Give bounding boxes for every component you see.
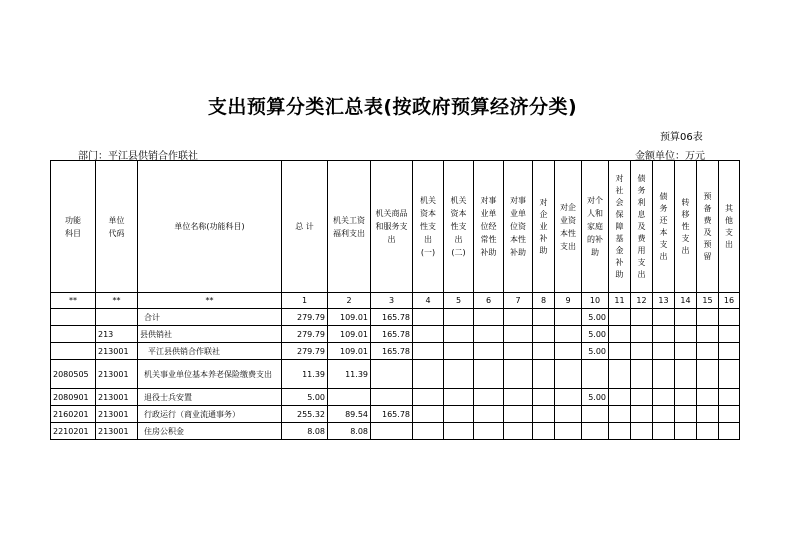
cell-c2: 109.01 <box>328 309 371 326</box>
cell-code <box>96 309 138 326</box>
cell-c16 <box>719 360 740 389</box>
cell-c16 <box>719 309 740 326</box>
index-cell: 1 <box>282 293 328 309</box>
cell-c8 <box>533 309 555 326</box>
cell-c13 <box>653 423 675 440</box>
table-row <box>51 309 740 326</box>
cell-c8 <box>533 389 555 406</box>
header-c15: 预备费及预留 <box>697 161 719 293</box>
cell-c9 <box>555 360 582 389</box>
cell-c5 <box>444 326 474 343</box>
cell-c3: 165.78 <box>371 343 413 360</box>
index-cell: ** <box>138 293 282 309</box>
cell-c12 <box>631 326 653 343</box>
header-total: 总 计 <box>282 161 328 293</box>
cell-c5 <box>444 343 474 360</box>
cell-c8 <box>533 360 555 389</box>
form-number: 预算06表 <box>660 132 703 143</box>
cell-c7 <box>504 360 533 389</box>
cell-c11 <box>609 406 631 423</box>
header-unit-name: 单位名称(功能科目) <box>138 161 282 293</box>
cell-c6 <box>474 406 504 423</box>
cell-c3: 165.78 <box>371 326 413 343</box>
table-row <box>51 389 740 406</box>
cell-c9 <box>555 389 582 406</box>
header-c8: 对企业补助 <box>533 161 555 293</box>
cell-func <box>51 343 96 360</box>
cell-func: 2080901 <box>51 389 96 406</box>
index-cell: ** <box>96 293 138 309</box>
header-c3: 机关商品和服务支出 <box>371 161 413 293</box>
cell-total: 11.39 <box>282 360 328 389</box>
cell-func: 2160201 <box>51 406 96 423</box>
table-row <box>51 406 740 423</box>
cell-func <box>51 326 96 343</box>
cell-c6 <box>474 309 504 326</box>
header-c16: 其他支出 <box>719 161 740 293</box>
header-c2: 机关工资福利支出 <box>328 161 371 293</box>
index-cell: 13 <box>653 293 675 309</box>
cell-c5 <box>444 389 474 406</box>
cell-c8 <box>533 343 555 360</box>
cell-c10: 5.00 <box>582 389 609 406</box>
table-row <box>51 423 740 440</box>
cell-func: 2210201 <box>51 423 96 440</box>
cell-code: 213001 <box>96 343 138 360</box>
expenditure-table <box>50 160 740 440</box>
header-unit-code: 单位代码 <box>96 161 138 293</box>
header-c10: 对个人和家庭的补助 <box>582 161 609 293</box>
cell-c16 <box>719 423 740 440</box>
cell-c9 <box>555 406 582 423</box>
cell-c4 <box>413 326 444 343</box>
cell-code: 213001 <box>96 423 138 440</box>
header-c9: 对企业资本性支出 <box>555 161 582 293</box>
amount-unit-label: 金额单位：万元 <box>635 151 705 162</box>
table-row <box>51 343 740 360</box>
cell-c12 <box>631 389 653 406</box>
header-row <box>51 161 740 293</box>
cell-c16 <box>719 389 740 406</box>
header-c4: 机关资本性支出(一) <box>413 161 444 293</box>
index-cell: 8 <box>533 293 555 309</box>
index-cell: 16 <box>719 293 740 309</box>
cell-c4 <box>413 360 444 389</box>
cell-c9 <box>555 326 582 343</box>
cell-c10 <box>582 406 609 423</box>
index-cell: 2 <box>328 293 371 309</box>
cell-func <box>51 309 96 326</box>
cell-c11 <box>609 389 631 406</box>
cell-c15 <box>697 389 719 406</box>
cell-c4 <box>413 309 444 326</box>
index-cell: 10 <box>582 293 609 309</box>
cell-c13 <box>653 360 675 389</box>
header-func-code: 功能科目 <box>51 161 96 293</box>
index-cell: 12 <box>631 293 653 309</box>
cell-c3: 165.78 <box>371 406 413 423</box>
cell-c13 <box>653 343 675 360</box>
cell-c14 <box>675 360 697 389</box>
cell-c16 <box>719 343 740 360</box>
cell-c6 <box>474 360 504 389</box>
cell-c10 <box>582 360 609 389</box>
cell-c3: 165.78 <box>371 309 413 326</box>
cell-c14 <box>675 326 697 343</box>
index-cell: 3 <box>371 293 413 309</box>
cell-total: 279.79 <box>282 309 328 326</box>
header-c12: 债务利息及费用支出 <box>631 161 653 293</box>
cell-c2: 8.08 <box>328 423 371 440</box>
cell-c12 <box>631 423 653 440</box>
cell-name: 行政运行（商业流通事务） <box>138 406 282 423</box>
cell-code: 213 <box>96 326 138 343</box>
cell-c13 <box>653 406 675 423</box>
cell-c12 <box>631 360 653 389</box>
cell-code: 213001 <box>96 406 138 423</box>
cell-c2: 11.39 <box>328 360 371 389</box>
cell-c4 <box>413 343 444 360</box>
cell-c6 <box>474 326 504 343</box>
cell-c14 <box>675 423 697 440</box>
cell-name: 机关事业单位基本养老保险缴费支出 <box>138 360 282 389</box>
cell-name: 县供销社 <box>138 326 282 343</box>
cell-c8 <box>533 423 555 440</box>
cell-name: 退役士兵安置 <box>138 389 282 406</box>
index-cell: 9 <box>555 293 582 309</box>
cell-c5 <box>444 406 474 423</box>
cell-code: 213001 <box>96 360 138 389</box>
cell-c7 <box>504 343 533 360</box>
index-cell: 14 <box>675 293 697 309</box>
header-c5: 机关资本性支出(二) <box>444 161 474 293</box>
cell-total: 5.00 <box>282 389 328 406</box>
cell-c11 <box>609 343 631 360</box>
cell-c7 <box>504 389 533 406</box>
cell-c11 <box>609 326 631 343</box>
cell-c8 <box>533 406 555 423</box>
cell-c2: 89.54 <box>328 406 371 423</box>
cell-c15 <box>697 423 719 440</box>
cell-c15 <box>697 309 719 326</box>
cell-c7 <box>504 309 533 326</box>
cell-c12 <box>631 309 653 326</box>
cell-c9 <box>555 309 582 326</box>
index-cell: 11 <box>609 293 631 309</box>
page-title: 支出预算分类汇总表(按政府预算经济分类) <box>207 96 578 118</box>
cell-c10: 5.00 <box>582 326 609 343</box>
cell-c10: 5.00 <box>582 343 609 360</box>
header-c13: 债务还本支出 <box>653 161 675 293</box>
cell-c7 <box>504 423 533 440</box>
cell-total: 279.79 <box>282 326 328 343</box>
index-cell: 6 <box>474 293 504 309</box>
cell-c13 <box>653 389 675 406</box>
cell-c10: 5.00 <box>582 309 609 326</box>
cell-c5 <box>444 423 474 440</box>
index-cell: 4 <box>413 293 444 309</box>
cell-c2 <box>328 389 371 406</box>
cell-c14 <box>675 406 697 423</box>
header-c11: 对社会保障基金补助 <box>609 161 631 293</box>
cell-c7 <box>504 406 533 423</box>
cell-c9 <box>555 343 582 360</box>
cell-name: 住房公积金 <box>138 423 282 440</box>
cell-c15 <box>697 326 719 343</box>
index-cell: 5 <box>444 293 474 309</box>
cell-c15 <box>697 360 719 389</box>
cell-c3 <box>371 423 413 440</box>
cell-c11 <box>609 309 631 326</box>
cell-c12 <box>631 343 653 360</box>
index-cell: 15 <box>697 293 719 309</box>
cell-c4 <box>413 389 444 406</box>
cell-c3 <box>371 389 413 406</box>
cell-name: 平江县供销合作联社 <box>138 343 282 360</box>
index-row <box>51 293 740 309</box>
cell-c4 <box>413 406 444 423</box>
table-row <box>51 360 740 389</box>
cell-c5 <box>444 309 474 326</box>
cell-c5 <box>444 360 474 389</box>
cell-total: 8.08 <box>282 423 328 440</box>
cell-total: 279.79 <box>282 343 328 360</box>
cell-c2: 109.01 <box>328 343 371 360</box>
index-cell: ** <box>51 293 96 309</box>
cell-c16 <box>719 406 740 423</box>
header-c7: 对事业单位资本性补助 <box>504 161 533 293</box>
cell-c10 <box>582 423 609 440</box>
header-c6: 对事业单位经常性补助 <box>474 161 504 293</box>
index-cell: 7 <box>504 293 533 309</box>
cell-c14 <box>675 343 697 360</box>
cell-c14 <box>675 309 697 326</box>
cell-c7 <box>504 326 533 343</box>
cell-c8 <box>533 326 555 343</box>
cell-c6 <box>474 343 504 360</box>
cell-c2: 109.01 <box>328 326 371 343</box>
cell-c9 <box>555 423 582 440</box>
cell-c12 <box>631 406 653 423</box>
cell-c15 <box>697 343 719 360</box>
cell-func: 2080505 <box>51 360 96 389</box>
cell-c11 <box>609 423 631 440</box>
header-c14: 转移性支出 <box>675 161 697 293</box>
cell-c3 <box>371 360 413 389</box>
cell-c11 <box>609 360 631 389</box>
cell-c16 <box>719 326 740 343</box>
cell-c6 <box>474 423 504 440</box>
cell-c15 <box>697 406 719 423</box>
cell-c14 <box>675 389 697 406</box>
cell-total: 255.32 <box>282 406 328 423</box>
department-label: 部门：平江县供销合作联社 <box>78 151 198 162</box>
cell-c6 <box>474 389 504 406</box>
table-row <box>51 326 740 343</box>
cell-code: 213001 <box>96 389 138 406</box>
cell-c13 <box>653 326 675 343</box>
cell-c4 <box>413 423 444 440</box>
cell-name: 合计 <box>138 309 282 326</box>
cell-c13 <box>653 309 675 326</box>
